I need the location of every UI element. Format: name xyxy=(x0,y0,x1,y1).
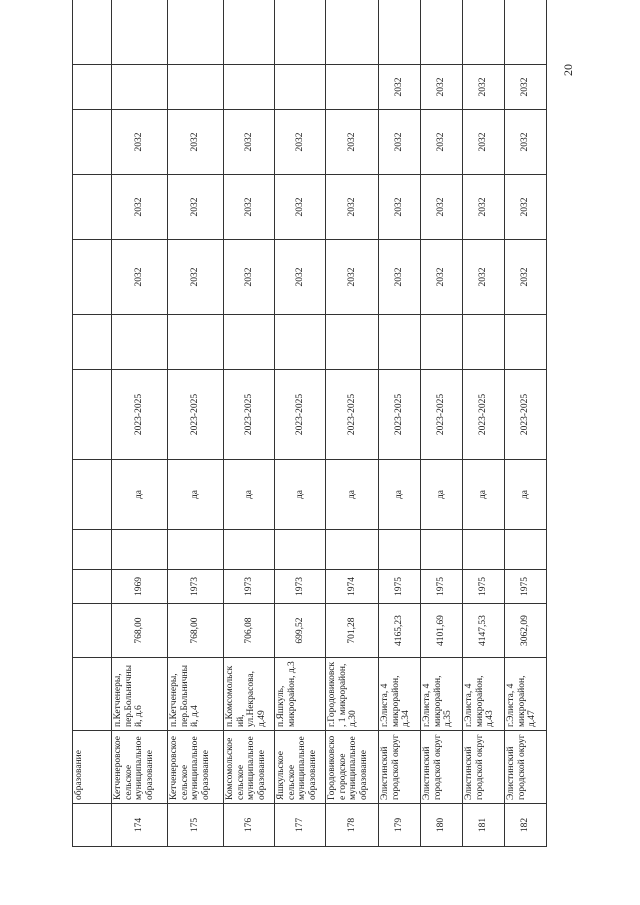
table-cell-year-value: 2032 xyxy=(505,110,547,175)
table-cell-year-value: 2032 xyxy=(505,240,547,315)
table-cell-area: 4101,69 xyxy=(421,604,463,658)
table-cell-period: 2023-2025 xyxy=(326,370,379,460)
table-cell-year-value: 2032 xyxy=(224,240,275,315)
table-cell-flag: да xyxy=(505,460,547,530)
table-cell-year-value xyxy=(275,65,326,110)
table-cell-year-value xyxy=(168,65,224,110)
table-cell-year-value xyxy=(379,0,421,65)
table-cell xyxy=(379,530,421,570)
table-cell-year-value: 2032 xyxy=(326,110,379,175)
table-cell-year: 1969 xyxy=(112,570,168,604)
table-cell-area: 4165,23 xyxy=(379,604,421,658)
table-cell xyxy=(463,530,505,570)
table-cell xyxy=(505,530,547,570)
table-cell-year-value xyxy=(463,0,505,65)
table-cell-year-value: 2032 xyxy=(463,65,505,110)
table-cell-year-value: 2032 xyxy=(421,65,463,110)
table-cell-municipality: Элистинский городской округ xyxy=(463,731,505,804)
table-row-header-continuation xyxy=(73,0,112,847)
table-cell-flag: да xyxy=(326,460,379,530)
table-cell-year-value: 2032 xyxy=(112,110,168,175)
table-cell-year: 1974 xyxy=(326,570,379,604)
table-row xyxy=(275,0,326,847)
table-cell-year: 1973 xyxy=(224,570,275,604)
table-cell-period: 2023-2025 xyxy=(168,370,224,460)
table-row xyxy=(379,0,421,847)
table-row xyxy=(505,0,547,847)
table-cell-municipality: Городовиковское городское муниципальное образование xyxy=(326,731,379,804)
table-cell-year-value: 2032 xyxy=(275,240,326,315)
table-cell xyxy=(73,0,112,65)
table-cell-year-value: 2032 xyxy=(326,175,379,240)
table-cell-address: г.Городовиковск, 1 микрорайон, д.30 xyxy=(326,658,379,731)
table-cell-number: 176 xyxy=(224,804,275,847)
table-cell-address: г.Элиста, 4 микрорайон, д.47 xyxy=(505,658,547,731)
table-cell-year-value: 2032 xyxy=(505,65,547,110)
table-cell-address: г.Элиста, 4 микрорайон, д.35 xyxy=(421,658,463,731)
table-cell-year: 1975 xyxy=(421,570,463,604)
table-cell-year-value: 2032 xyxy=(224,175,275,240)
table-cell-municipality: Элистинский городской округ xyxy=(379,731,421,804)
table-cell xyxy=(505,315,547,370)
table-cell xyxy=(73,658,112,731)
table-cell-year: 1975 xyxy=(379,570,421,604)
table-cell xyxy=(73,110,112,175)
table-cell-municipality: Элистинский городской округ xyxy=(421,731,463,804)
table-cell-year-value: 2032 xyxy=(379,240,421,315)
table-cell-area: 706,08 xyxy=(224,604,275,658)
table-cell-area: 701,28 xyxy=(326,604,379,658)
table-cell-year-value: 2032 xyxy=(168,175,224,240)
rotated-table-container xyxy=(72,40,547,847)
table-cell xyxy=(73,530,112,570)
page-number: 20 xyxy=(561,64,575,76)
table-cell-address: г.Элиста, 4 микрорайон, д.34 xyxy=(379,658,421,731)
table-row xyxy=(421,0,463,847)
table-cell-number: 178 xyxy=(326,804,379,847)
table-cell-year-value: 2032 xyxy=(326,240,379,315)
table-cell-area: 4147,53 xyxy=(463,604,505,658)
table-cell-number: 179 xyxy=(379,804,421,847)
table-cell-municipality: Комсомольское сельское муниципальное образование xyxy=(224,731,275,804)
table-cell-year-value: 2032 xyxy=(168,110,224,175)
table-cell-area: 768,00 xyxy=(168,604,224,658)
table-cell-year-value: 2032 xyxy=(421,240,463,315)
table-cell-period: 2023-2025 xyxy=(379,370,421,460)
table-cell-year: 1975 xyxy=(463,570,505,604)
table-cell-number: 182 xyxy=(505,804,547,847)
table-cell xyxy=(463,315,505,370)
table-cell-period: 2023-2025 xyxy=(421,370,463,460)
housing-table-wrapper xyxy=(72,40,547,847)
table-cell-year-value: 2032 xyxy=(421,175,463,240)
table-cell-year-value xyxy=(326,0,379,65)
table-cell-address: г.Элиста, 4 микрорайон, д.43 xyxy=(463,658,505,731)
table-cell-year: 1973 xyxy=(275,570,326,604)
table-cell-municipality: Яшкульское сельское муниципальное образование xyxy=(275,731,326,804)
table-cell-year-value: 2032 xyxy=(112,240,168,315)
table-cell-address: п.Кетченеры, пер.Больничный, д.6 xyxy=(112,658,168,731)
table-cell-year-value xyxy=(224,0,275,65)
table-cell-year-value xyxy=(224,65,275,110)
table-cell-address: п.Кетченеры, пер.Больничный, д.4 xyxy=(168,658,224,731)
table-cell-municipality: Элистинский городской округ xyxy=(505,731,547,804)
table-cell-year-value xyxy=(505,0,547,65)
table-row xyxy=(112,0,168,847)
table-cell-flag: да xyxy=(421,460,463,530)
table-cell-year-value: 2032 xyxy=(379,65,421,110)
table-cell xyxy=(112,530,168,570)
table-cell-flag: да xyxy=(112,460,168,530)
table-cell xyxy=(73,315,112,370)
table-cell xyxy=(112,315,168,370)
table-cell xyxy=(73,604,112,658)
table-cell-area: 3062,09 xyxy=(505,604,547,658)
table-cell-area: 768,00 xyxy=(112,604,168,658)
table-cell xyxy=(224,315,275,370)
table-cell xyxy=(421,530,463,570)
table-cell xyxy=(73,175,112,240)
table-cell xyxy=(73,804,112,847)
table-body xyxy=(112,0,547,847)
table-cell-year-value: 2032 xyxy=(168,240,224,315)
table-cell-area: 699,52 xyxy=(275,604,326,658)
table-cell xyxy=(73,460,112,530)
table-cell-municipality: Кетченеровское сельское муниципальное образование xyxy=(168,731,224,804)
table-cell-period: 2023-2025 xyxy=(505,370,547,460)
table-cell-flag: да xyxy=(275,460,326,530)
table-cell-year-value: 2032 xyxy=(224,110,275,175)
table-cell xyxy=(73,240,112,315)
table-cell-year: 1973 xyxy=(168,570,224,604)
table-cell xyxy=(421,315,463,370)
table-cell-year-value xyxy=(326,65,379,110)
table-row xyxy=(224,0,275,847)
table-cell-period: 2023-2025 xyxy=(224,370,275,460)
table-row xyxy=(463,0,505,847)
table-cell xyxy=(275,315,326,370)
table-cell-year-value: 2032 xyxy=(112,175,168,240)
table-row xyxy=(168,0,224,847)
table-cell-year-value xyxy=(421,0,463,65)
table-cell-flag: да xyxy=(224,460,275,530)
table-cell-year-value xyxy=(275,0,326,65)
table-cell-year: 1975 xyxy=(505,570,547,604)
table-cell xyxy=(168,315,224,370)
table-cell-year-value: 2032 xyxy=(275,110,326,175)
table-row xyxy=(326,0,379,847)
housing-repair-table xyxy=(72,0,547,847)
table-cell xyxy=(73,65,112,110)
table-cell-period: 2023-2025 xyxy=(275,370,326,460)
table-cell-year-value: 2032 xyxy=(275,175,326,240)
table-cell-municipality: Кетченеровское сельское муниципальное образование xyxy=(112,731,168,804)
table-cell xyxy=(168,530,224,570)
table-cell-number: 174 xyxy=(112,804,168,847)
table-cell-year-value xyxy=(112,65,168,110)
table-cell-flag: да xyxy=(463,460,505,530)
table-cell-period: 2023-2025 xyxy=(112,370,168,460)
table-cell-year-value xyxy=(112,0,168,65)
table-cell-year-value: 2032 xyxy=(505,175,547,240)
table-cell-period: 2023-2025 xyxy=(463,370,505,460)
table-cell-year-value: 2032 xyxy=(421,110,463,175)
table-cell-number: 180 xyxy=(421,804,463,847)
table-cell-year-value: 2032 xyxy=(379,175,421,240)
table-cell-number: 181 xyxy=(463,804,505,847)
table-cell-municipality: образование xyxy=(73,731,112,804)
table-cell-number: 177 xyxy=(275,804,326,847)
table-cell-flag: да xyxy=(168,460,224,530)
table-cell xyxy=(73,370,112,460)
table-cell-year-value xyxy=(168,0,224,65)
table-cell xyxy=(379,315,421,370)
table-cell xyxy=(73,570,112,604)
table-cell xyxy=(326,530,379,570)
table-cell-year-value: 2032 xyxy=(463,110,505,175)
table-cell xyxy=(275,530,326,570)
table-cell-flag: да xyxy=(379,460,421,530)
table-cell xyxy=(326,315,379,370)
table-cell-year-value: 2032 xyxy=(379,110,421,175)
table-cell-number: 175 xyxy=(168,804,224,847)
table-cell-year-value: 2032 xyxy=(463,240,505,315)
table-cell-address: п.Яшкуль, микрорайон, д.3 xyxy=(275,658,326,731)
table-cell-year-value: 2032 xyxy=(463,175,505,240)
table-cell xyxy=(224,530,275,570)
table-cell-address: п.Комсомольский, ул.Некрасова, д.49 xyxy=(224,658,275,731)
